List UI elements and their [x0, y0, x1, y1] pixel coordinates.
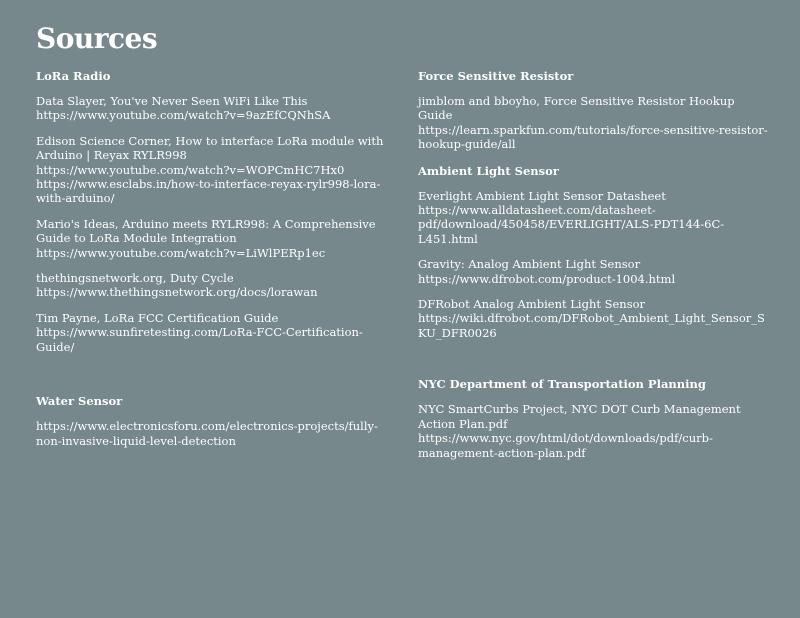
source-entry — [36, 419, 386, 448]
source-link[interactable]: https://www.esclabs.in/how-to-interface-reyax-rylr998-lora-with-arduino/ — [36, 177, 381, 206]
source-link[interactable]: https://learn.sparkfun.com/tutorials/force-sensitive-resistor-hookup-guide/all — [418, 122, 768, 152]
right-column — [418, 68, 768, 471]
source-entry — [418, 257, 768, 286]
section-force-sensitive-resistor — [418, 68, 768, 152]
section-heading: LoRa Radio — [36, 69, 111, 83]
source-link[interactable]: https://www.youtube.com/watch?v=9azEfCQNhSA — [36, 108, 331, 123]
source-entry — [36, 134, 386, 206]
section-heading: Ambient Light Sensor — [418, 163, 559, 178]
source-link[interactable]: https://www.sunfiretesting.com/LoRa-FCC-Certification-Guide/ — [36, 325, 363, 354]
source-entry — [418, 189, 768, 247]
source-link[interactable]: https://www.alldatasheet.com/datasheet-pdf/download/450458/EVERLIGHT/ALS-PDT144-6C-L451.html — [418, 203, 725, 246]
source-title: Gravity: Analog Ambient Light Sensor — [418, 257, 641, 272]
source-title: NYC SmartCurbs Project, NYC DOT Curb Management Action Plan.pdf — [418, 402, 741, 431]
section-heading: NYC Department of Transportation Planning — [418, 377, 706, 392]
source-link[interactable]: https://www.youtube.com/watch?v=LiWlPERp1ec — [36, 245, 326, 260]
source-link[interactable]: https://wiki.dfrobot.com/DFRobot_Ambient_Light_Sensor_SKU_DFR0026 — [418, 311, 765, 340]
page-title: Sources — [36, 22, 158, 55]
source-entry — [36, 271, 386, 300]
source-entry — [36, 217, 386, 260]
source-link[interactable]: https://www.thethingsnetwork.org/docs/lorawan — [36, 285, 318, 300]
source-title: Everlight Ambient Light Sensor Datasheet — [418, 188, 666, 203]
source-link[interactable]: https://www.dfrobot.com/product-1004.html — [418, 271, 676, 286]
section-ambient-light-sensor — [418, 163, 768, 341]
source-title: DFRobot Analog Ambient Light Sensor — [418, 297, 646, 312]
source-entry — [418, 94, 768, 152]
source-link[interactable]: https://www.nyc.gov/html/dot/downloads/pdf/curb-management-action-plan.pdf — [418, 431, 713, 460]
source-title: jimblom and bboyho, Force Sensitive Resistor Hookup Guide — [418, 94, 735, 123]
source-entry — [418, 402, 768, 460]
section-nyc-dot-planning — [418, 376, 768, 460]
left-column — [36, 68, 386, 459]
source-title: Edison Science Corner, How to interface LoRa module with Arduino | Reyax RYLR998 — [36, 133, 384, 163]
source-title: Data Slayer, You've Never Seen WiFi Like This — [36, 94, 308, 108]
section-water-sensor — [36, 393, 386, 448]
source-entry — [36, 94, 386, 123]
section-heading: Water Sensor — [36, 394, 123, 409]
source-link[interactable]: https://www.youtube.com/watch?v=WOPCmHC7Hx0 — [36, 162, 345, 177]
source-entry — [418, 297, 768, 340]
source-title: thethingsnetwork.org, Duty Cycle — [36, 271, 234, 286]
section-lora-radio — [36, 68, 386, 354]
source-link[interactable]: https://www.electronicsforu.com/electronics-projects/fully-non-invasive-liquid-level-detection — [36, 419, 378, 448]
source-entry — [36, 311, 386, 354]
source-title: Tim Payne, LoRa FCC Certification Guide — [36, 310, 279, 325]
section-heading: Force Sensitive Resistor — [418, 69, 574, 83]
source-title: Mario's Ideas, Arduino meets RYLR998: A Comprehensive Guide to LoRa Module Integration — [36, 216, 376, 246]
